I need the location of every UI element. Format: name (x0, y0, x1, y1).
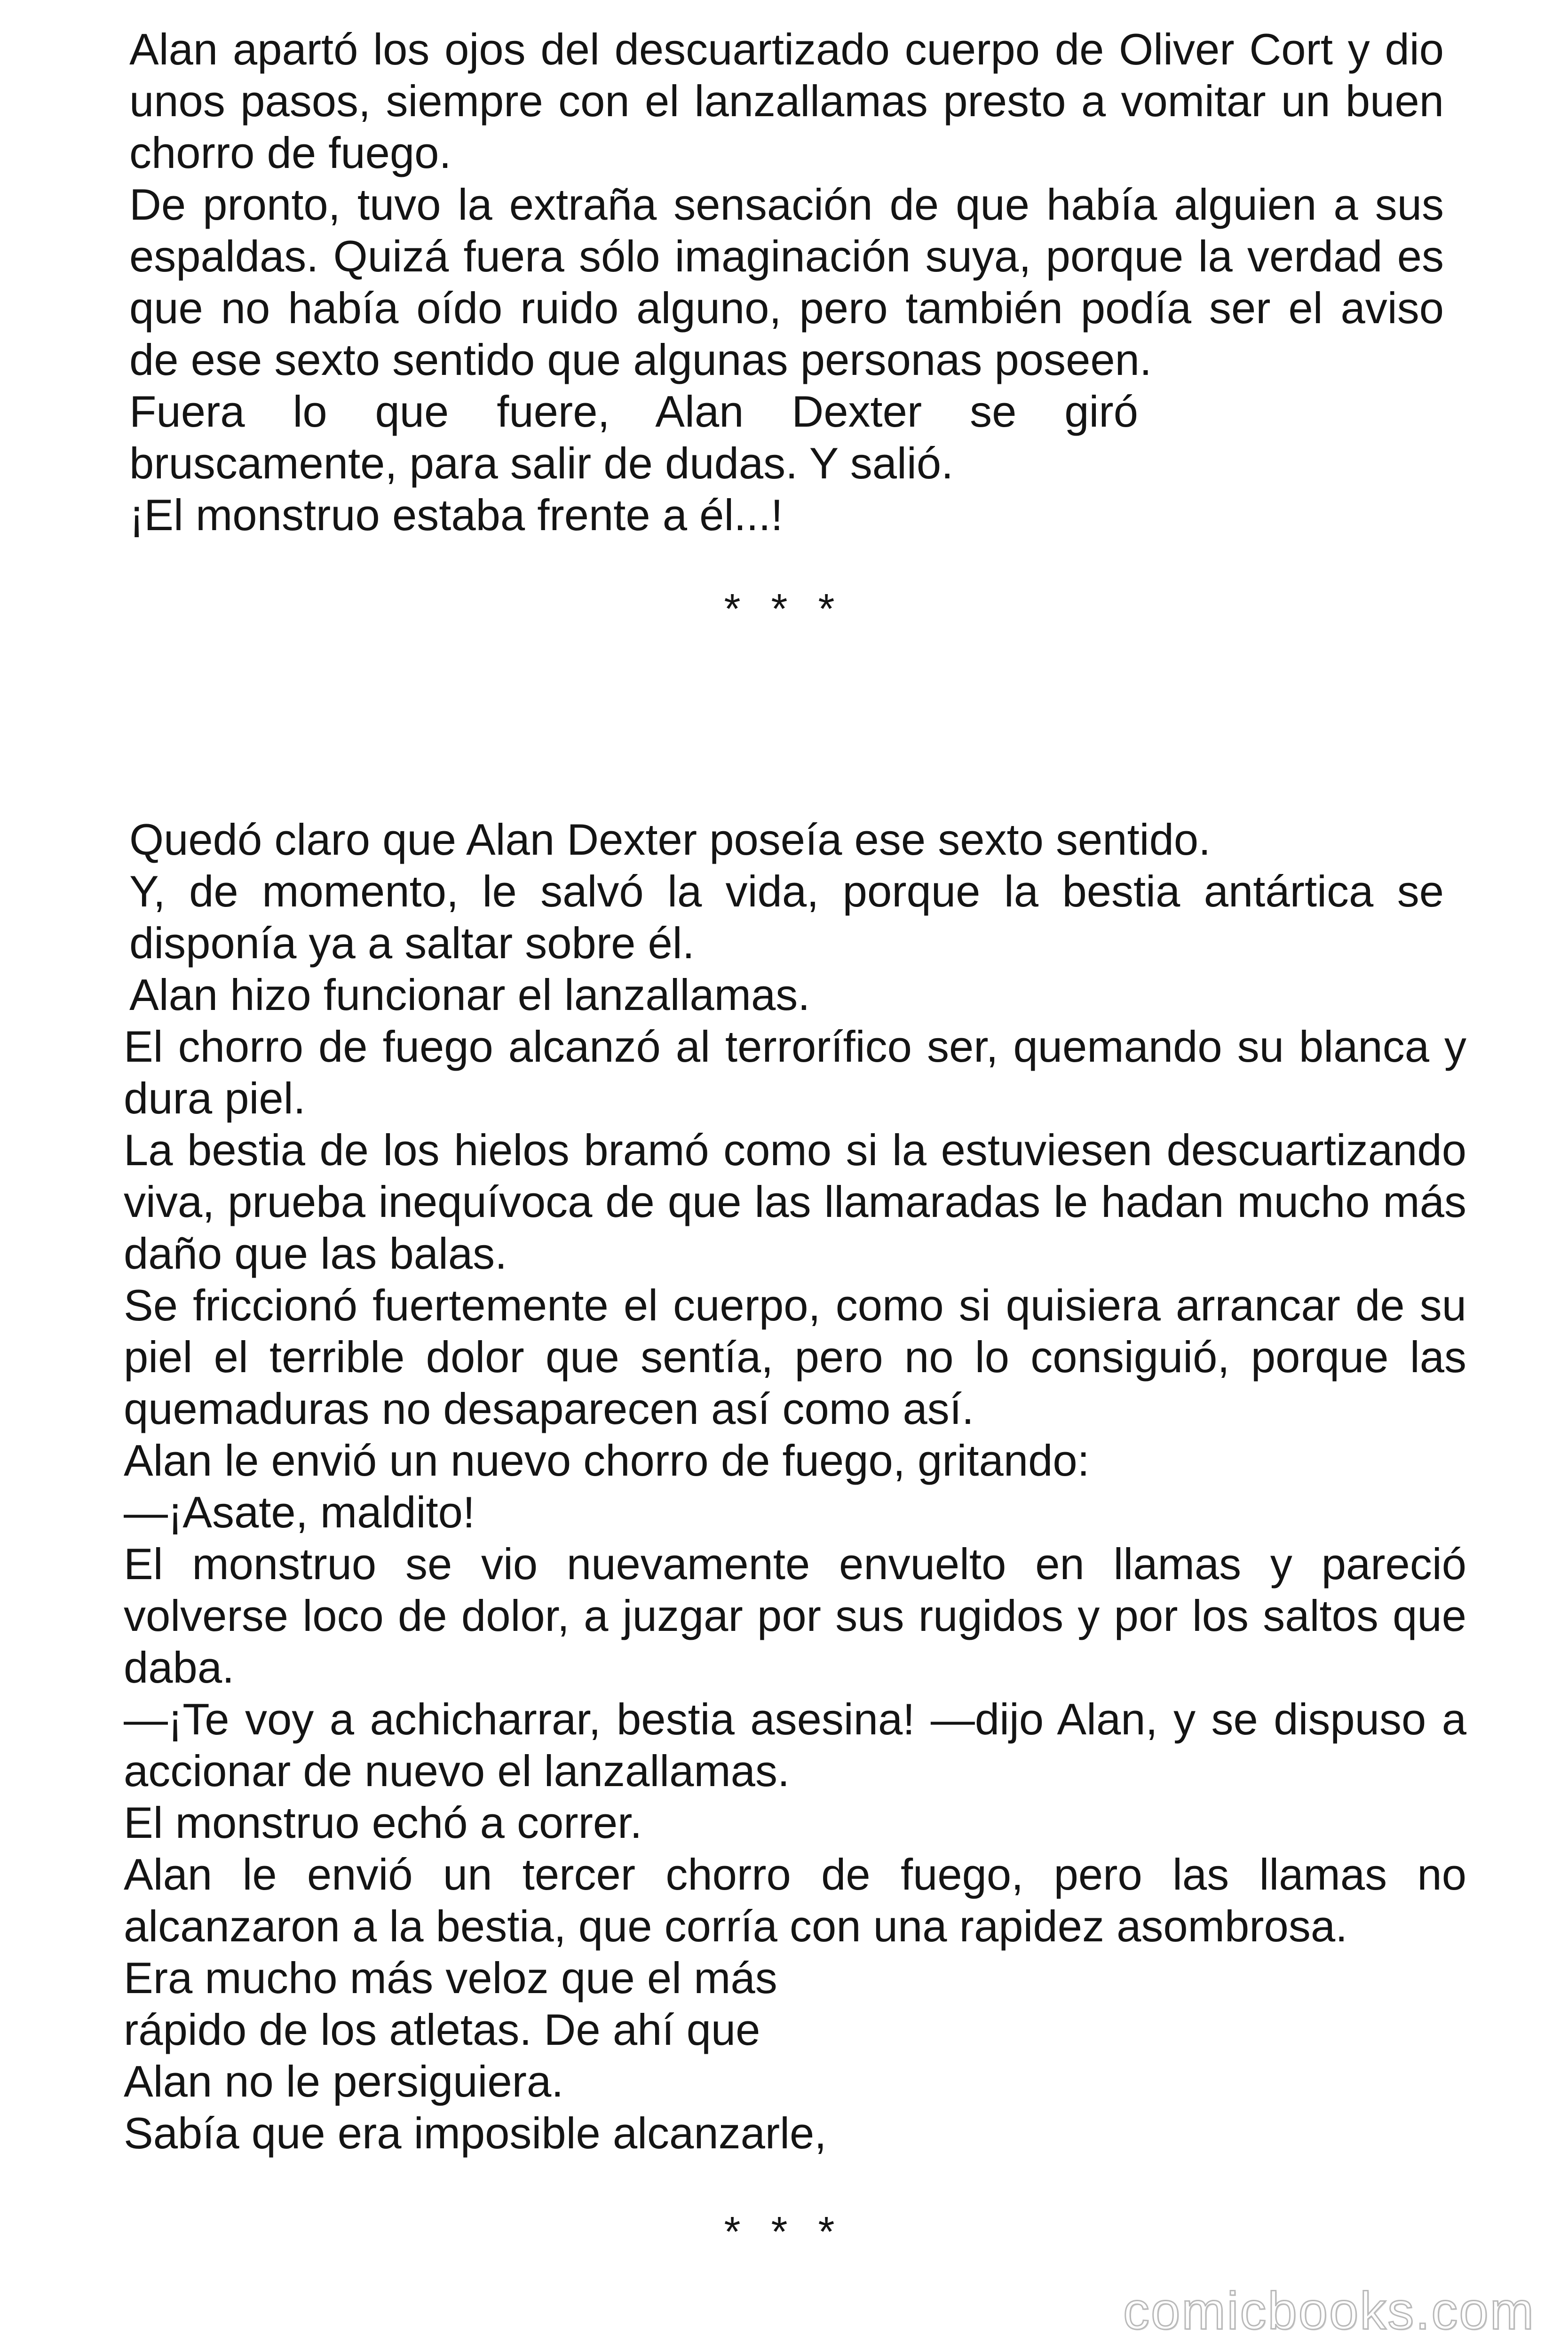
dialogue-line: —¡Te voy a achicharrar, bestia asesina! —dijo Alan, y se dispuso a accionar de nuevo el lanzallamas. (124, 1694, 1466, 1796)
paragraph: El chorro de fuego alcanzó al terrorífico ser, quemando su blanca y dura piel. (124, 1022, 1466, 1123)
paragraph: Alan le envió un tercer chorro de fuego, pero las llamas no alcanzaron a la bestia, que corría con una rapidez asombrosa. (124, 1850, 1466, 1951)
paragraph-line: bruscamente, para salir de dudas. Y salió. (129, 438, 954, 488)
scene-separator: * * * (724, 2209, 844, 2256)
paragraph-line: Era mucho más veloz que el más (124, 1953, 777, 2002)
paragraph-line: rápido de los atletas. De ahí que (124, 2005, 760, 2054)
paragraph-line: Sabía que era imposible alcanzarle, (124, 2108, 827, 2158)
paragraph: Alan hizo funcionar el lanzallamas. (129, 970, 810, 1019)
paragraph: El monstruo echó a correr. (124, 1798, 642, 1847)
paragraph-line: Fuera lo que fuere, Alan Dexter se giró (129, 387, 1138, 436)
paragraph-line: Alan no le persiguiera. (124, 2057, 564, 2106)
paragraph: Alan apartó los ojos del descuartizado cuerpo de Oliver Cort y dio unos pasos, siempre con el lanzallamas presto a vomitar un buen chorro de fuego. (129, 24, 1444, 177)
section-two (0, 814, 1568, 2159)
dialogue-line: —¡Asate, maldito! (124, 1487, 475, 1537)
paragraph: Y, de momento, le salvó la vida, porque la bestia antártica se disponía ya a saltar sobre él. (129, 866, 1444, 968)
paragraph: De pronto, tuvo la extraña sensación de que había alguien a sus espaldas. Quizá fuera sólo imaginación suya, porque la verdad es que no había oído ruido alguno, pero también podía ser el aviso de ese sexto sentido que algunas personas poseen. (129, 180, 1444, 384)
paragraph: El monstruo se vio nuevamente envuelto en llamas y pareció volverse loco de dolor, a juzgar por sus rugidos y por los saltos que daba. (124, 1539, 1466, 1692)
section-one (0, 24, 1568, 541)
watermark: comicbooks.com (1123, 2281, 1535, 2340)
paragraph: ¡El monstruo estaba frente a él...! (129, 490, 783, 540)
paragraph: La bestia de los hielos bramó como si la estuviesen descuartizando viva, prueba inequívoca de que las llamaradas le hadan mucho más daño que las balas. (124, 1125, 1466, 1278)
paragraph: Alan le envió un nuevo chorro de fuego, gritando: (124, 1436, 1090, 1485)
paragraph: Se friccionó fuertemente el cuerpo, como si quisiera arrancar de su piel el terrible dolor que sentía, pero no lo consiguió, porque las quemaduras no desaparecen así como así. (124, 1280, 1466, 1433)
scene-separator: * * * (724, 586, 844, 633)
paragraph: Quedó claro que Alan Dexter poseía ese sexto sentido. (129, 815, 1211, 864)
